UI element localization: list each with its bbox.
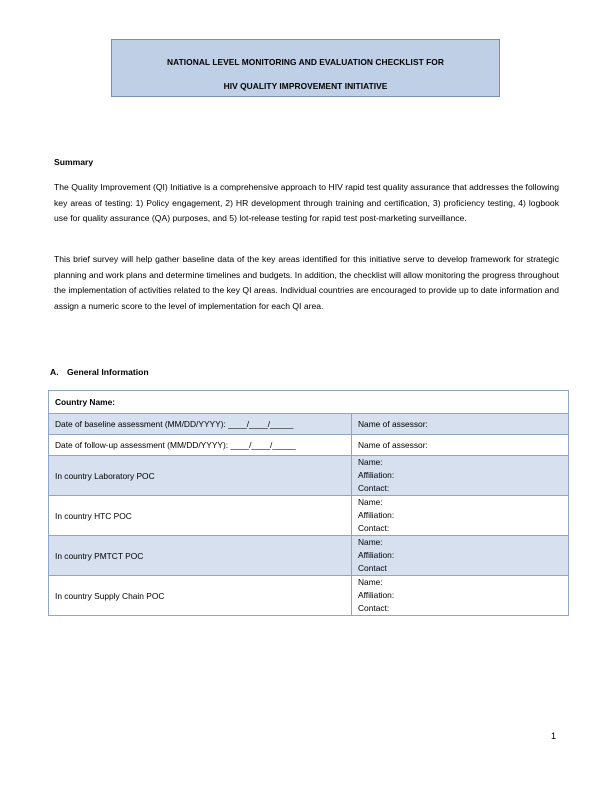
poc-name-field[interactable]: Name:: [358, 497, 383, 507]
poc-affiliation-field[interactable]: Affiliation:: [358, 550, 395, 560]
poc-row-pmtct: [49, 536, 569, 576]
poc-label: In country PMTCT POC: [49, 536, 352, 576]
poc-name-field[interactable]: Name:: [358, 577, 383, 587]
poc-affiliation-field[interactable]: Affiliation:: [358, 590, 395, 600]
country-name-row: [49, 391, 569, 414]
baseline-date-row: [49, 414, 569, 435]
document-title-box: [111, 39, 500, 97]
poc-row-laboratory: [49, 456, 569, 496]
title-line-1: NATIONAL LEVEL MONITORING AND EVALUATION CHECKLIST FOR: [167, 57, 444, 67]
section-a-heading: [50, 367, 149, 377]
poc-label: In country HTC POC: [49, 496, 352, 536]
baseline-assessor-field[interactable]: Name of assessor:: [352, 414, 569, 435]
followup-date-row: [49, 435, 569, 456]
poc-affiliation-field[interactable]: Affiliation:: [358, 470, 395, 480]
poc-details[interactable]: [352, 496, 569, 536]
poc-details[interactable]: [352, 576, 569, 616]
title-line-2: HIV QUALITY IMPROVEMENT INITIATIVE: [223, 81, 388, 91]
section-number: A.: [50, 367, 59, 377]
poc-affiliation-field[interactable]: Affiliation:: [358, 510, 395, 520]
general-information-table: [48, 390, 569, 616]
poc-name-field[interactable]: Name:: [358, 457, 383, 467]
followup-date-field[interactable]: Date of follow-up assessment (MM/DD/YYYY): ____/____/_____: [49, 435, 352, 456]
baseline-date-field[interactable]: Date of baseline assessment (MM/DD/YYYY): ____/____/_____: [49, 414, 352, 435]
poc-label: In country Laboratory POC: [49, 456, 352, 496]
poc-name-field[interactable]: Name:: [358, 537, 383, 547]
summary-heading: Summary: [54, 157, 94, 167]
summary-paragraph-2: This brief survey will help gather baseline data of the key areas identified for this initiative serve to develop framework for strategic planning and work plans and determine timelines and budgets. In addition, the checklist will allow monitoring the progress throughout the implementation of activities related to the key QI areas. Individual countries are encouraged to provide up to date information and assign a numeric score to the level of implementation for each QI area.: [54, 254, 559, 311]
poc-details[interactable]: [352, 536, 569, 576]
poc-label: In country Supply Chain POC: [49, 576, 352, 616]
poc-contact-field[interactable]: Contact:: [358, 603, 390, 613]
summary-paragraph-1: The Quality Improvement (QI) Initiative is a comprehensive approach to HIV rapid test quality assurance that addresses the following key areas of testing: 1) Policy engagement, 2) HR development through training and certification, 3) proficiency testing, 4) logbook use for quality assurance (QA) purposes, and 5) lot-release testing for rapid test post-marketing surveillance.: [54, 182, 559, 223]
poc-details[interactable]: [352, 456, 569, 496]
followup-assessor-field[interactable]: Name of assessor:: [352, 435, 569, 456]
page-number: 1: [551, 731, 557, 741]
poc-row-supply-chain: [49, 576, 569, 616]
poc-contact-field[interactable]: Contact: [358, 563, 387, 573]
poc-contact-field[interactable]: Contact:: [358, 523, 390, 533]
poc-row-htc: [49, 496, 569, 536]
country-name-field[interactable]: Country Name:: [49, 391, 569, 414]
poc-contact-field[interactable]: Contact:: [358, 483, 390, 493]
section-title: General Information: [67, 367, 149, 377]
